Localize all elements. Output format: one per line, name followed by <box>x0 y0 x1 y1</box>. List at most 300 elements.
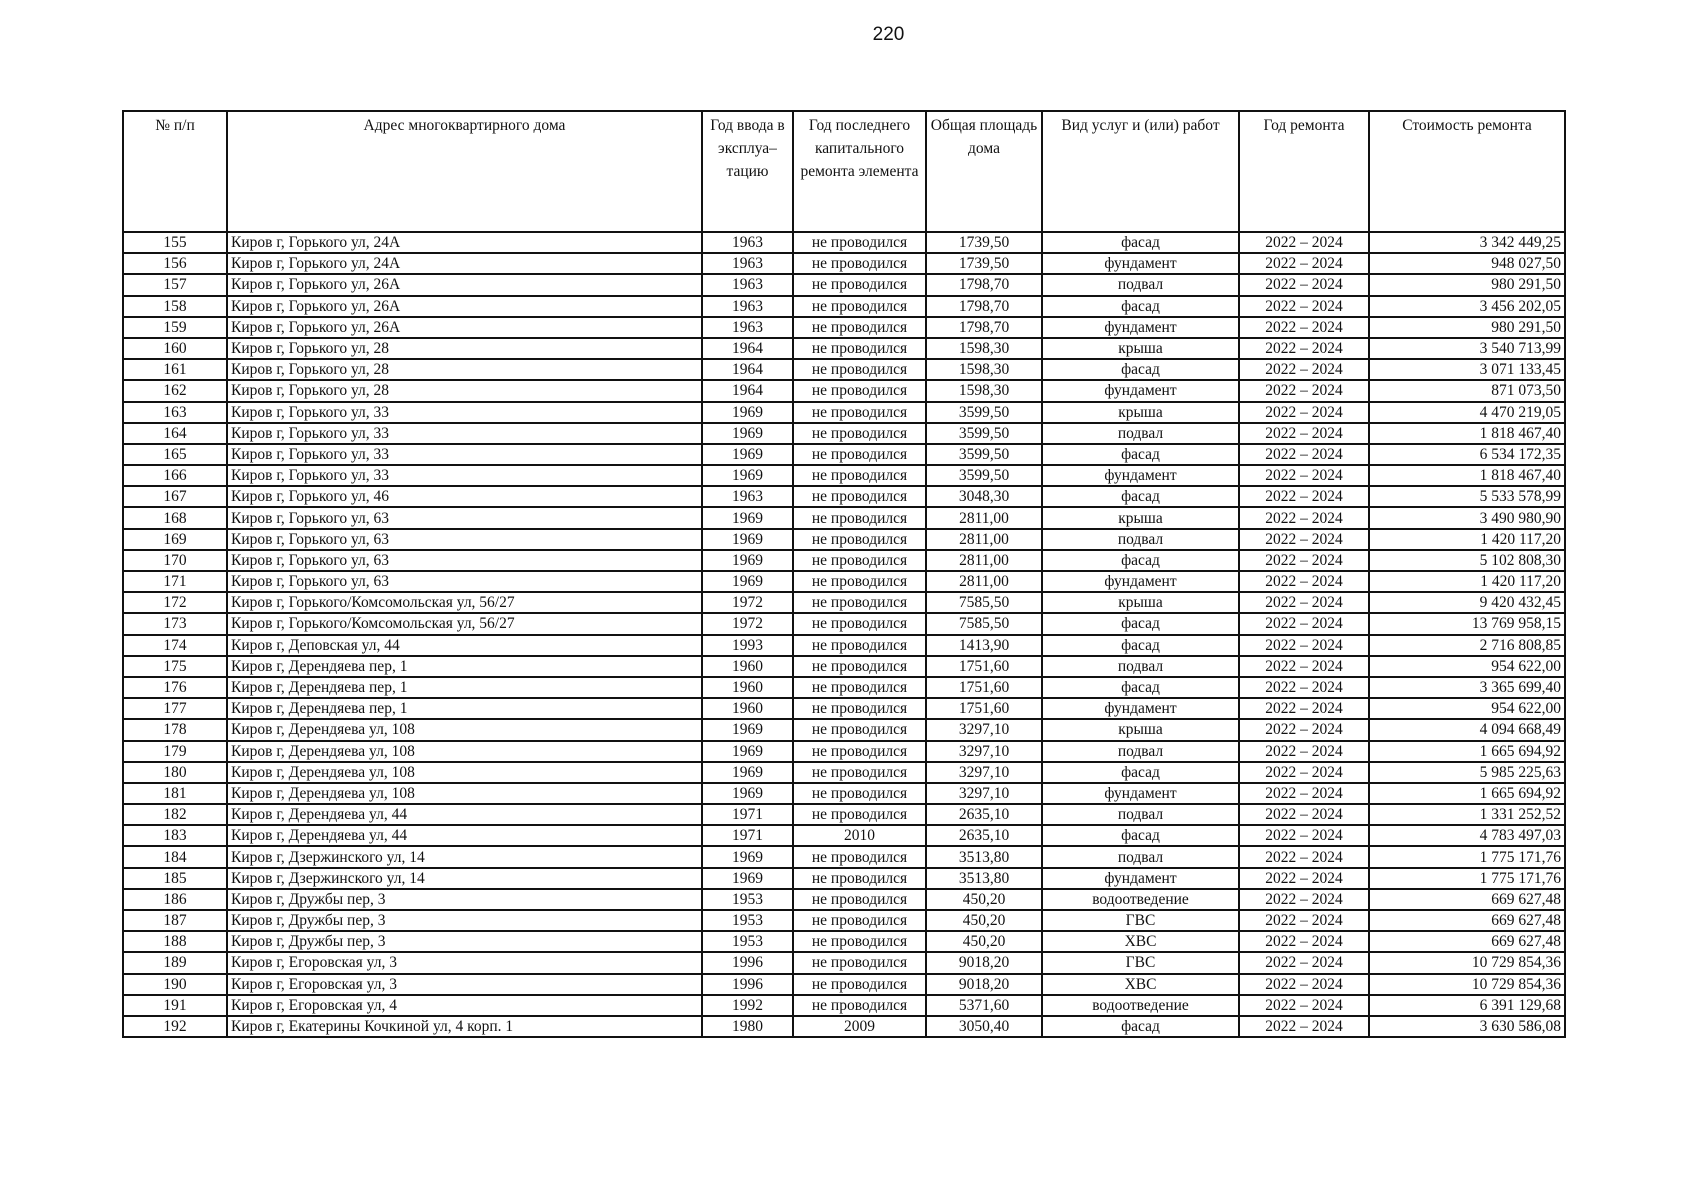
cell-cost: 3 540 713,99 <box>1369 338 1565 359</box>
cell-year-built: 1963 <box>702 274 793 295</box>
cell-address: Киров г, Горького ул, 26А <box>227 317 702 338</box>
cell-work: крыша <box>1042 402 1239 423</box>
table-row <box>123 359 1565 380</box>
table-row <box>123 974 1565 995</box>
cell-cost: 1 775 171,76 <box>1369 846 1565 867</box>
cell-work: фасад <box>1042 444 1239 465</box>
cell-address: Киров г, Дзержинского ул, 14 <box>227 846 702 867</box>
cell-work: фасад <box>1042 296 1239 317</box>
cell-work: фундамент <box>1042 465 1239 486</box>
cell-year-built: 1969 <box>702 529 793 550</box>
cell-num: 185 <box>123 868 227 889</box>
cell-area: 1751,60 <box>926 677 1042 698</box>
cell-area: 3599,50 <box>926 402 1042 423</box>
cell-address: Киров г, Егоровская ул, 4 <box>227 995 702 1016</box>
repair-register-table <box>122 110 1566 1038</box>
cell-address: Киров г, Деповская ул, 44 <box>227 635 702 656</box>
header-last-repair: Год последнего капитального ремонта элемента <box>793 111 926 232</box>
cell-year-built: 1963 <box>702 232 793 253</box>
cell-work: крыша <box>1042 338 1239 359</box>
cell-repair-years: 2022 – 2024 <box>1239 804 1369 825</box>
cell-repair-years: 2022 – 2024 <box>1239 486 1369 507</box>
cell-last-repair: не проводился <box>793 423 926 444</box>
cell-repair-years: 2022 – 2024 <box>1239 571 1369 592</box>
cell-area: 3513,80 <box>926 846 1042 867</box>
table-row <box>123 296 1565 317</box>
cell-last-repair: не проводился <box>793 677 926 698</box>
cell-cost: 3 630 586,08 <box>1369 1016 1565 1037</box>
cell-year-built: 1964 <box>702 359 793 380</box>
cell-repair-years: 2022 – 2024 <box>1239 931 1369 952</box>
cell-address: Киров г, Егоровская ул, 3 <box>227 974 702 995</box>
cell-year-built: 1963 <box>702 296 793 317</box>
header-year-built: Год ввода в эксплуа–тацию <box>702 111 793 232</box>
cell-year-built: 1980 <box>702 1016 793 1037</box>
cell-address: Киров г, Горького ул, 28 <box>227 380 702 401</box>
cell-cost: 1 665 694,92 <box>1369 741 1565 762</box>
cell-repair-years: 2022 – 2024 <box>1239 783 1369 804</box>
cell-year-built: 1969 <box>702 762 793 783</box>
cell-work: крыша <box>1042 507 1239 528</box>
cell-address: Киров г, Горького ул, 63 <box>227 571 702 592</box>
cell-last-repair: не проводился <box>793 253 926 274</box>
cell-address: Киров г, Дружбы пер, 3 <box>227 910 702 931</box>
cell-num: 158 <box>123 296 227 317</box>
table-row <box>123 380 1565 401</box>
cell-repair-years: 2022 – 2024 <box>1239 550 1369 571</box>
cell-area: 1751,60 <box>926 656 1042 677</box>
cell-work: фундамент <box>1042 380 1239 401</box>
cell-num: 160 <box>123 338 227 359</box>
cell-num: 190 <box>123 974 227 995</box>
table-row <box>123 613 1565 634</box>
cell-work: подвал <box>1042 741 1239 762</box>
table-row <box>123 465 1565 486</box>
cell-work: фасад <box>1042 359 1239 380</box>
cell-num: 167 <box>123 486 227 507</box>
cell-repair-years: 2022 – 2024 <box>1239 656 1369 677</box>
cell-area: 1798,70 <box>926 317 1042 338</box>
cell-last-repair: не проводился <box>793 296 926 317</box>
table-row <box>123 253 1565 274</box>
cell-address: Киров г, Дерендяева ул, 108 <box>227 762 702 783</box>
cell-cost: 1 818 467,40 <box>1369 465 1565 486</box>
cell-work: подвал <box>1042 423 1239 444</box>
cell-repair-years: 2022 – 2024 <box>1239 296 1369 317</box>
cell-cost: 4 783 497,03 <box>1369 825 1565 846</box>
table-row <box>123 635 1565 656</box>
cell-cost: 5 985 225,63 <box>1369 762 1565 783</box>
table-row <box>123 846 1565 867</box>
cell-work: фундамент <box>1042 571 1239 592</box>
cell-area: 1739,50 <box>926 232 1042 253</box>
cell-address: Киров г, Горького ул, 28 <box>227 338 702 359</box>
cell-last-repair: не проводился <box>793 974 926 995</box>
cell-last-repair: не проводился <box>793 613 926 634</box>
cell-work: фасад <box>1042 550 1239 571</box>
cell-cost: 1 775 171,76 <box>1369 868 1565 889</box>
cell-area: 2811,00 <box>926 529 1042 550</box>
cell-num: 176 <box>123 677 227 698</box>
cell-year-built: 1953 <box>702 889 793 910</box>
cell-year-built: 1969 <box>702 868 793 889</box>
table-row <box>123 550 1565 571</box>
cell-area: 3599,50 <box>926 423 1042 444</box>
table-row <box>123 952 1565 973</box>
cell-address: Киров г, Горького ул, 33 <box>227 465 702 486</box>
cell-num: 184 <box>123 846 227 867</box>
cell-year-built: 1969 <box>702 444 793 465</box>
cell-repair-years: 2022 – 2024 <box>1239 402 1369 423</box>
cell-num: 159 <box>123 317 227 338</box>
cell-work: фасад <box>1042 762 1239 783</box>
cell-work: фундамент <box>1042 253 1239 274</box>
cell-year-built: 1969 <box>702 571 793 592</box>
cell-address: Киров г, Горького/Комсомольская ул, 56/27 <box>227 613 702 634</box>
table-row <box>123 889 1565 910</box>
cell-repair-years: 2022 – 2024 <box>1239 507 1369 528</box>
cell-area: 7585,50 <box>926 592 1042 613</box>
cell-cost: 1 420 117,20 <box>1369 529 1565 550</box>
cell-last-repair: не проводился <box>793 380 926 401</box>
cell-num: 166 <box>123 465 227 486</box>
cell-repair-years: 2022 – 2024 <box>1239 274 1369 295</box>
cell-address: Киров г, Дерендяева пер, 1 <box>227 677 702 698</box>
cell-last-repair: не проводился <box>793 762 926 783</box>
cell-area: 2635,10 <box>926 825 1042 846</box>
cell-last-repair: не проводился <box>793 889 926 910</box>
cell-area: 2811,00 <box>926 550 1042 571</box>
cell-cost: 980 291,50 <box>1369 317 1565 338</box>
cell-repair-years: 2022 – 2024 <box>1239 952 1369 973</box>
cell-repair-years: 2022 – 2024 <box>1239 359 1369 380</box>
table-row <box>123 719 1565 740</box>
cell-year-built: 1993 <box>702 635 793 656</box>
table-row <box>123 486 1565 507</box>
cell-work: водоотведение <box>1042 889 1239 910</box>
cell-last-repair: не проводился <box>793 741 926 762</box>
cell-work: ХВС <box>1042 974 1239 995</box>
cell-year-built: 1969 <box>702 783 793 804</box>
cell-last-repair: не проводился <box>793 486 926 507</box>
cell-last-repair: не проводился <box>793 804 926 825</box>
cell-cost: 954 622,00 <box>1369 656 1565 677</box>
cell-num: 157 <box>123 274 227 295</box>
table-row <box>123 338 1565 359</box>
cell-cost: 3 342 449,25 <box>1369 232 1565 253</box>
cell-year-built: 1963 <box>702 317 793 338</box>
cell-cost: 1 818 467,40 <box>1369 423 1565 444</box>
cell-address: Киров г, Дерендяева ул, 44 <box>227 804 702 825</box>
cell-num: 173 <box>123 613 227 634</box>
table-row <box>123 402 1565 423</box>
cell-num: 174 <box>123 635 227 656</box>
cell-num: 172 <box>123 592 227 613</box>
cell-address: Киров г, Горького/Комсомольская ул, 56/27 <box>227 592 702 613</box>
cell-last-repair: не проводился <box>793 931 926 952</box>
cell-last-repair: не проводился <box>793 232 926 253</box>
cell-work: крыша <box>1042 592 1239 613</box>
cell-num: 170 <box>123 550 227 571</box>
table-row <box>123 423 1565 444</box>
cell-last-repair: не проводился <box>793 592 926 613</box>
cell-year-built: 1960 <box>702 656 793 677</box>
cell-last-repair: не проводился <box>793 719 926 740</box>
cell-address: Киров г, Горького ул, 24А <box>227 232 702 253</box>
cell-address: Киров г, Екатерины Кочкиной ул, 4 корп. 1 <box>227 1016 702 1037</box>
cell-work: подвал <box>1042 529 1239 550</box>
table-body <box>123 232 1565 1037</box>
cell-year-built: 1960 <box>702 698 793 719</box>
cell-cost: 2 716 808,85 <box>1369 635 1565 656</box>
cell-repair-years: 2022 – 2024 <box>1239 317 1369 338</box>
cell-last-repair: не проводился <box>793 571 926 592</box>
cell-repair-years: 2022 – 2024 <box>1239 380 1369 401</box>
cell-last-repair: не проводился <box>793 529 926 550</box>
cell-repair-years: 2022 – 2024 <box>1239 592 1369 613</box>
cell-work: фундамент <box>1042 783 1239 804</box>
table-row <box>123 656 1565 677</box>
cell-cost: 5 102 808,30 <box>1369 550 1565 571</box>
cell-repair-years: 2022 – 2024 <box>1239 613 1369 634</box>
table-row <box>123 868 1565 889</box>
cell-cost: 1 665 694,92 <box>1369 783 1565 804</box>
cell-cost: 669 627,48 <box>1369 931 1565 952</box>
cell-num: 164 <box>123 423 227 444</box>
cell-address: Киров г, Егоровская ул, 3 <box>227 952 702 973</box>
cell-year-built: 1964 <box>702 338 793 359</box>
table-row <box>123 444 1565 465</box>
cell-address: Киров г, Дерендяева ул, 108 <box>227 741 702 762</box>
cell-cost: 980 291,50 <box>1369 274 1565 295</box>
cell-work: фасад <box>1042 232 1239 253</box>
cell-cost: 669 627,48 <box>1369 910 1565 931</box>
cell-address: Киров г, Горького ул, 63 <box>227 507 702 528</box>
cell-cost: 3 490 980,90 <box>1369 507 1565 528</box>
cell-address: Киров г, Горького ул, 33 <box>227 444 702 465</box>
table-row <box>123 1016 1565 1037</box>
cell-num: 155 <box>123 232 227 253</box>
cell-work: подвал <box>1042 656 1239 677</box>
cell-num: 171 <box>123 571 227 592</box>
cell-area: 2811,00 <box>926 507 1042 528</box>
table-row <box>123 592 1565 613</box>
cell-last-repair: 2010 <box>793 825 926 846</box>
cell-area: 1598,30 <box>926 380 1042 401</box>
cell-address: Киров г, Горького ул, 26А <box>227 274 702 295</box>
cell-last-repair: 2009 <box>793 1016 926 1037</box>
table-row <box>123 274 1565 295</box>
cell-year-built: 1992 <box>702 995 793 1016</box>
cell-num: 156 <box>123 253 227 274</box>
cell-address: Киров г, Дерендяева ул, 108 <box>227 783 702 804</box>
cell-work: подвал <box>1042 274 1239 295</box>
cell-address: Киров г, Дерендяева пер, 1 <box>227 698 702 719</box>
table-row <box>123 995 1565 1016</box>
cell-repair-years: 2022 – 2024 <box>1239 719 1369 740</box>
table-row <box>123 762 1565 783</box>
cell-area: 2811,00 <box>926 571 1042 592</box>
cell-num: 183 <box>123 825 227 846</box>
cell-work: фасад <box>1042 677 1239 698</box>
cell-last-repair: не проводился <box>793 868 926 889</box>
cell-last-repair: не проводился <box>793 846 926 867</box>
cell-year-built: 1971 <box>702 825 793 846</box>
cell-cost: 6 391 129,68 <box>1369 995 1565 1016</box>
header-area: Общая площадь дома <box>926 111 1042 232</box>
cell-repair-years: 2022 – 2024 <box>1239 974 1369 995</box>
cell-work: фасад <box>1042 486 1239 507</box>
table-row <box>123 529 1565 550</box>
cell-cost: 3 365 699,40 <box>1369 677 1565 698</box>
cell-num: 175 <box>123 656 227 677</box>
cell-area: 9018,20 <box>926 974 1042 995</box>
header-cost: Стоимость ремонта <box>1369 111 1565 232</box>
cell-year-built: 1953 <box>702 910 793 931</box>
cell-address: Киров г, Горького ул, 33 <box>227 402 702 423</box>
cell-address: Киров г, Горького ул, 63 <box>227 529 702 550</box>
cell-repair-years: 2022 – 2024 <box>1239 635 1369 656</box>
cell-repair-years: 2022 – 2024 <box>1239 529 1369 550</box>
cell-area: 1798,70 <box>926 296 1042 317</box>
table-row <box>123 317 1565 338</box>
cell-cost: 13 769 958,15 <box>1369 613 1565 634</box>
cell-num: 168 <box>123 507 227 528</box>
cell-work: фундамент <box>1042 317 1239 338</box>
cell-work: фундамент <box>1042 868 1239 889</box>
table-row <box>123 698 1565 719</box>
cell-work: крыша <box>1042 719 1239 740</box>
cell-repair-years: 2022 – 2024 <box>1239 698 1369 719</box>
cell-area: 3599,50 <box>926 465 1042 486</box>
cell-address: Киров г, Дружбы пер, 3 <box>227 931 702 952</box>
cell-last-repair: не проводился <box>793 635 926 656</box>
cell-num: 178 <box>123 719 227 740</box>
cell-repair-years: 2022 – 2024 <box>1239 465 1369 486</box>
cell-area: 3048,30 <box>926 486 1042 507</box>
cell-area: 1413,90 <box>926 635 1042 656</box>
cell-last-repair: не проводился <box>793 359 926 380</box>
cell-cost: 10 729 854,36 <box>1369 952 1565 973</box>
cell-work: ГВС <box>1042 952 1239 973</box>
cell-repair-years: 2022 – 2024 <box>1239 825 1369 846</box>
cell-area: 1598,30 <box>926 359 1042 380</box>
cell-cost: 1 420 117,20 <box>1369 571 1565 592</box>
cell-num: 187 <box>123 910 227 931</box>
cell-cost: 6 534 172,35 <box>1369 444 1565 465</box>
cell-work: фасад <box>1042 1016 1239 1037</box>
cell-repair-years: 2022 – 2024 <box>1239 253 1369 274</box>
cell-work: подвал <box>1042 846 1239 867</box>
cell-work: фасад <box>1042 825 1239 846</box>
cell-address: Киров г, Горького ул, 24А <box>227 253 702 274</box>
cell-last-repair: не проводился <box>793 995 926 1016</box>
cell-repair-years: 2022 – 2024 <box>1239 444 1369 465</box>
cell-work: фасад <box>1042 635 1239 656</box>
cell-address: Киров г, Дружбы пер, 3 <box>227 889 702 910</box>
table-row <box>123 804 1565 825</box>
table-row <box>123 507 1565 528</box>
cell-year-built: 1969 <box>702 507 793 528</box>
cell-area: 1598,30 <box>926 338 1042 359</box>
page-number: 220 <box>872 24 905 45</box>
cell-cost: 5 533 578,99 <box>1369 486 1565 507</box>
cell-num: 189 <box>123 952 227 973</box>
table-row <box>123 910 1565 931</box>
cell-work: фасад <box>1042 613 1239 634</box>
header-repair-years: Год ремонта <box>1239 111 1369 232</box>
cell-repair-years: 2022 – 2024 <box>1239 1016 1369 1037</box>
cell-num: 161 <box>123 359 227 380</box>
cell-repair-years: 2022 – 2024 <box>1239 232 1369 253</box>
cell-area: 1798,70 <box>926 274 1042 295</box>
cell-year-built: 1969 <box>702 719 793 740</box>
cell-area: 3599,50 <box>926 444 1042 465</box>
cell-area: 3050,40 <box>926 1016 1042 1037</box>
cell-address: Киров г, Дерендяева ул, 108 <box>227 719 702 740</box>
cell-area: 3297,10 <box>926 719 1042 740</box>
cell-num: 162 <box>123 380 227 401</box>
cell-cost: 4 470 219,05 <box>1369 402 1565 423</box>
cell-year-built: 1969 <box>702 465 793 486</box>
cell-repair-years: 2022 – 2024 <box>1239 889 1369 910</box>
header-address: Адрес многоквартирного дома <box>227 111 702 232</box>
cell-area: 7585,50 <box>926 613 1042 634</box>
cell-num: 163 <box>123 402 227 423</box>
cell-num: 177 <box>123 698 227 719</box>
cell-year-built: 1963 <box>702 486 793 507</box>
cell-num: 180 <box>123 762 227 783</box>
table-row <box>123 931 1565 952</box>
cell-work: ХВС <box>1042 931 1239 952</box>
cell-last-repair: не проводился <box>793 444 926 465</box>
cell-year-built: 1969 <box>702 846 793 867</box>
cell-address: Киров г, Горького ул, 28 <box>227 359 702 380</box>
cell-num: 169 <box>123 529 227 550</box>
cell-num: 181 <box>123 783 227 804</box>
cell-last-repair: не проводился <box>793 507 926 528</box>
cell-repair-years: 2022 – 2024 <box>1239 868 1369 889</box>
cell-year-built: 1969 <box>702 550 793 571</box>
header-row <box>123 111 1565 232</box>
cell-year-built: 1969 <box>702 402 793 423</box>
cell-cost: 1 331 252,52 <box>1369 804 1565 825</box>
cell-cost: 3 456 202,05 <box>1369 296 1565 317</box>
cell-last-repair: не проводился <box>793 338 926 359</box>
cell-cost: 948 027,50 <box>1369 253 1565 274</box>
header-num: № п/п <box>123 111 227 232</box>
cell-last-repair: не проводился <box>793 952 926 973</box>
cell-num: 191 <box>123 995 227 1016</box>
cell-last-repair: не проводился <box>793 698 926 719</box>
table-row <box>123 825 1565 846</box>
cell-year-built: 1969 <box>702 423 793 444</box>
cell-repair-years: 2022 – 2024 <box>1239 338 1369 359</box>
cell-num: 182 <box>123 804 227 825</box>
table-row <box>123 741 1565 762</box>
cell-num: 179 <box>123 741 227 762</box>
cell-area: 450,20 <box>926 910 1042 931</box>
cell-cost: 954 622,00 <box>1369 698 1565 719</box>
cell-repair-years: 2022 – 2024 <box>1239 423 1369 444</box>
cell-area: 3297,10 <box>926 783 1042 804</box>
cell-year-built: 1969 <box>702 741 793 762</box>
cell-area: 3297,10 <box>926 741 1042 762</box>
cell-repair-years: 2022 – 2024 <box>1239 677 1369 698</box>
cell-area: 3513,80 <box>926 868 1042 889</box>
cell-year-built: 1972 <box>702 613 793 634</box>
cell-area: 9018,20 <box>926 952 1042 973</box>
